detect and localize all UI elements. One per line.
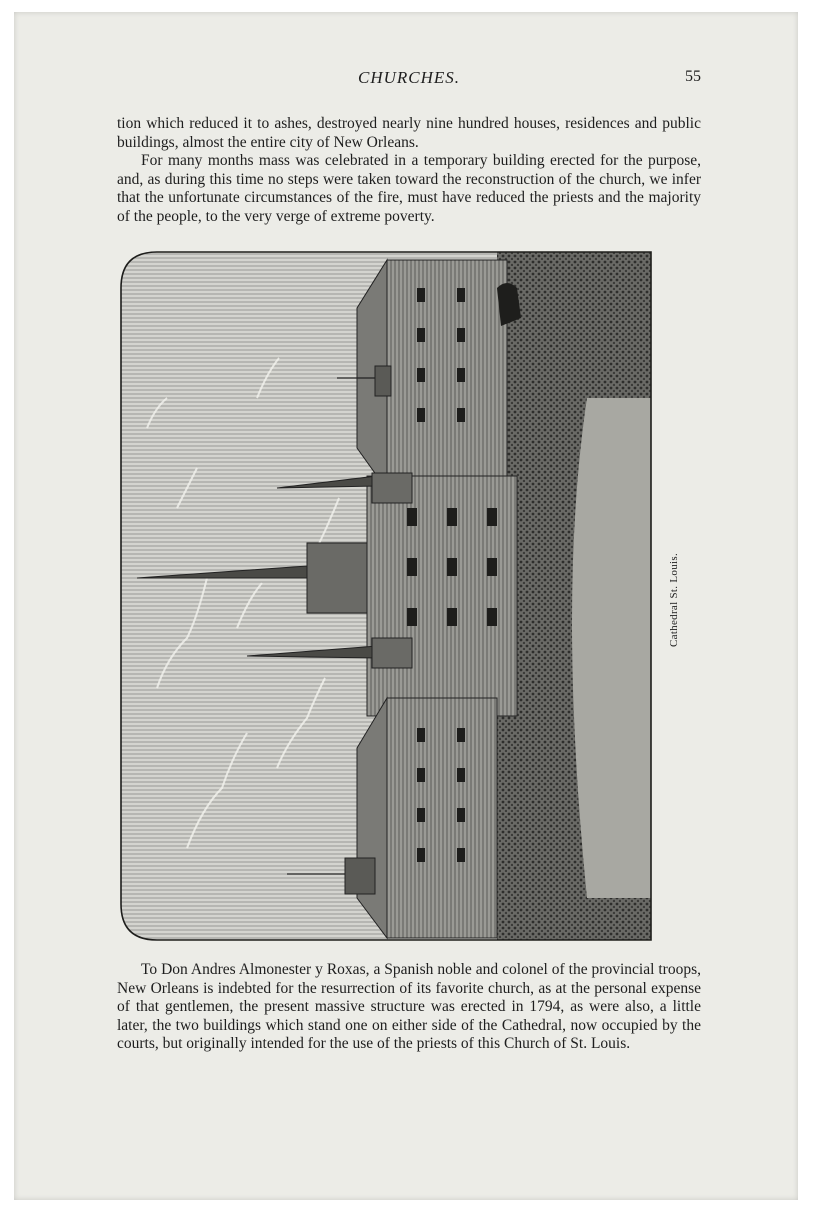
text-block-top <box>117 115 701 227</box>
page-number: 55 <box>685 68 701 85</box>
paragraph-mass-temporary-building: For many months mass was celebrated in a temporary building erected for the purpose, and, as during this time no steps were taken toward the reconstruction of the church, we infer that the unfortunate circumstances of the fire, must have reduced the priests and the majority of the people, to the very verge of extreme poverty. <box>117 152 701 225</box>
figure-caption <box>660 545 688 655</box>
text-block-bottom <box>117 961 701 1054</box>
paragraph-continued: tion which reduced it to ashes, destroyed nearly nine hundred houses, residences and public buildings, almost the entire city of New Orleans. <box>117 115 701 151</box>
page-header <box>0 68 818 92</box>
cathedral-illustration <box>117 248 655 944</box>
paragraph-almonester: To Don Andres Almonester y Roxas, a Spanish noble and colonel of the provincial troops, New Orleans is indebted for the resurrection of its favorite church, as at the personal expense of that gentlemen, the present massive structure was erected in 1794, as were also, a little later, the two buildings which stand one on either side of the Cathedral, now occupied by the courts, but originally intended for the use of the priests of this Church of St. Louis. <box>117 961 701 1053</box>
running-title: CHURCHES. <box>357 68 461 87</box>
figure-caption-text: Cathedral St. Louis. <box>668 553 680 647</box>
